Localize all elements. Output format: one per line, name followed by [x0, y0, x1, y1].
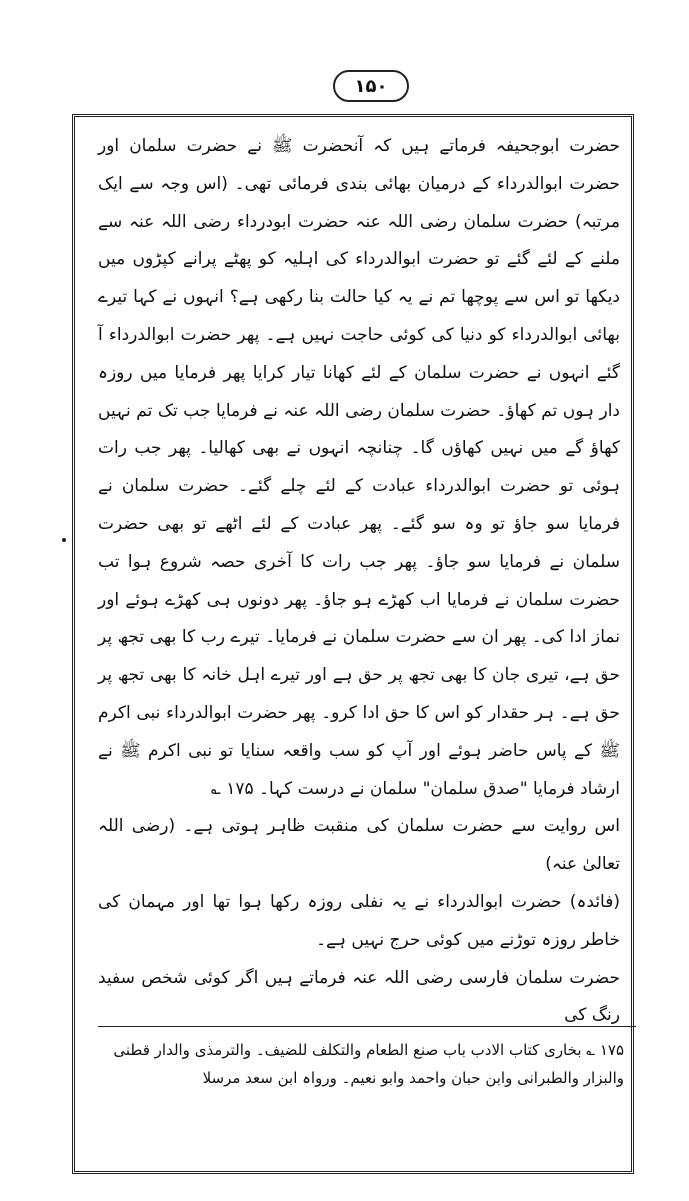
page-number: ۱۵۰ — [333, 70, 409, 102]
margin-mark — [62, 538, 66, 542]
footnote-text: ۱۷۵ ؎ بخاری کتاب الادب باب صنع الطعام والتکلف للضیف۔ والترمذی والدار قطنی والبزار والطبرانی وابن حبان واحمد وابو نعیم۔ ورواہ ابن سعد مرسلا — [113, 1041, 624, 1087]
paragraph-next: حضرت سلمان فارسی رضی اللہ عنہ فرماتے ہیں اگر کوئی شخص سفید رنگ کی — [98, 967, 620, 1026]
footnote — [98, 1036, 624, 1092]
body-text — [98, 128, 620, 1035]
paragraph-hadith: حضرت ابوجحیفہ فرماتے ہیں کہ آنحضرت ﷺ نے حضرت سلمان اور حضرت ابوالدرداء کے درمیان بھائی بندی فرمائی تھی۔ (اس وجہ سے ایک مرتبہ) حضرت سلمان رضی اللہ عنہ حضرت ابودرداء رضی اللہ عنہ سے ملنے کے لئے گئے تو حضرت ابوالدرداء کی اہلیہ کو پھٹے پرانے کپڑوں میں دیکھا تو اس سے پوچھا تم نے یہ کیا حالت بنا رکھی ہے؟ انہوں نے کہا تیرے بھائی ابوالدرداء کو دنیا کی کوئی حاجت نہیں ہے۔ پھر حضرت ابوالدرداء آ گئے انہوں نے حضرت سلمان کے لئے کھانا تیار کرایا پھر فرمایا میں روزہ دار ہوں تم کھاؤ۔ حضرت سلمان رضی اللہ عنہ نے فرمایا جب تک تم نہیں کھاؤ گے میں نہیں کھاؤں گا۔ چنانچہ انہوں نے بھی کھالیا۔ پھر جب رات ہوئی تو حضرت ابوالدرداء عبادت کے لئے چلے گئے۔ حضرت سلمان نے فرمایا سو جاؤ تو وہ سو گئے۔ پھر عبادت کے لئے اٹھے تو بھی حضرت سلمان نے فرمایا سو جاؤ۔ پھر جب رات کا آخری حصہ شروع ہوا تب حضرت سلمان نے فرمایا اب کھڑے ہو جاؤ۔ پھر دونوں ہی کھڑے ہوئے اور نماز ادا کی۔ پھر ان سے حضرت سلمان نے فرمایا۔ تیرے رب کا بھی تجھ پر حق ہے، تیری جان کا بھی تجھ پر حق ہے اور تیرے اہل خانہ کا بھی تجھ پر حق ہے۔ ہر حقدار کو اس کا حق ادا کرو۔ پھر حضرت ابوالدرداء نبی اکرم ﷺ کے پاس حاضر ہوئے اور آپ کو سب واقعہ سنایا تو نبی اکرم ﷺ نے ارشاد فرمایا "صدق سلمان" سلمان نے درست کہا۔ ۱۷۵ ؎ — [98, 136, 620, 799]
footnote-divider — [98, 1026, 636, 1027]
paragraph-benefit: (فائدہ) حضرت ابوالدرداء نے یہ نفلی روزہ رکھا ہوا تھا اور مہمان کی خاطر روزہ توڑنے میں کوئی حرج نہیں ہے۔ — [98, 891, 620, 950]
paragraph-virtue: اس روایت سے حضرت سلمان کی منقبت ظاہر ہوتی ہے۔ (رضی اللہ تعالیٰ عنہ) — [98, 816, 620, 875]
